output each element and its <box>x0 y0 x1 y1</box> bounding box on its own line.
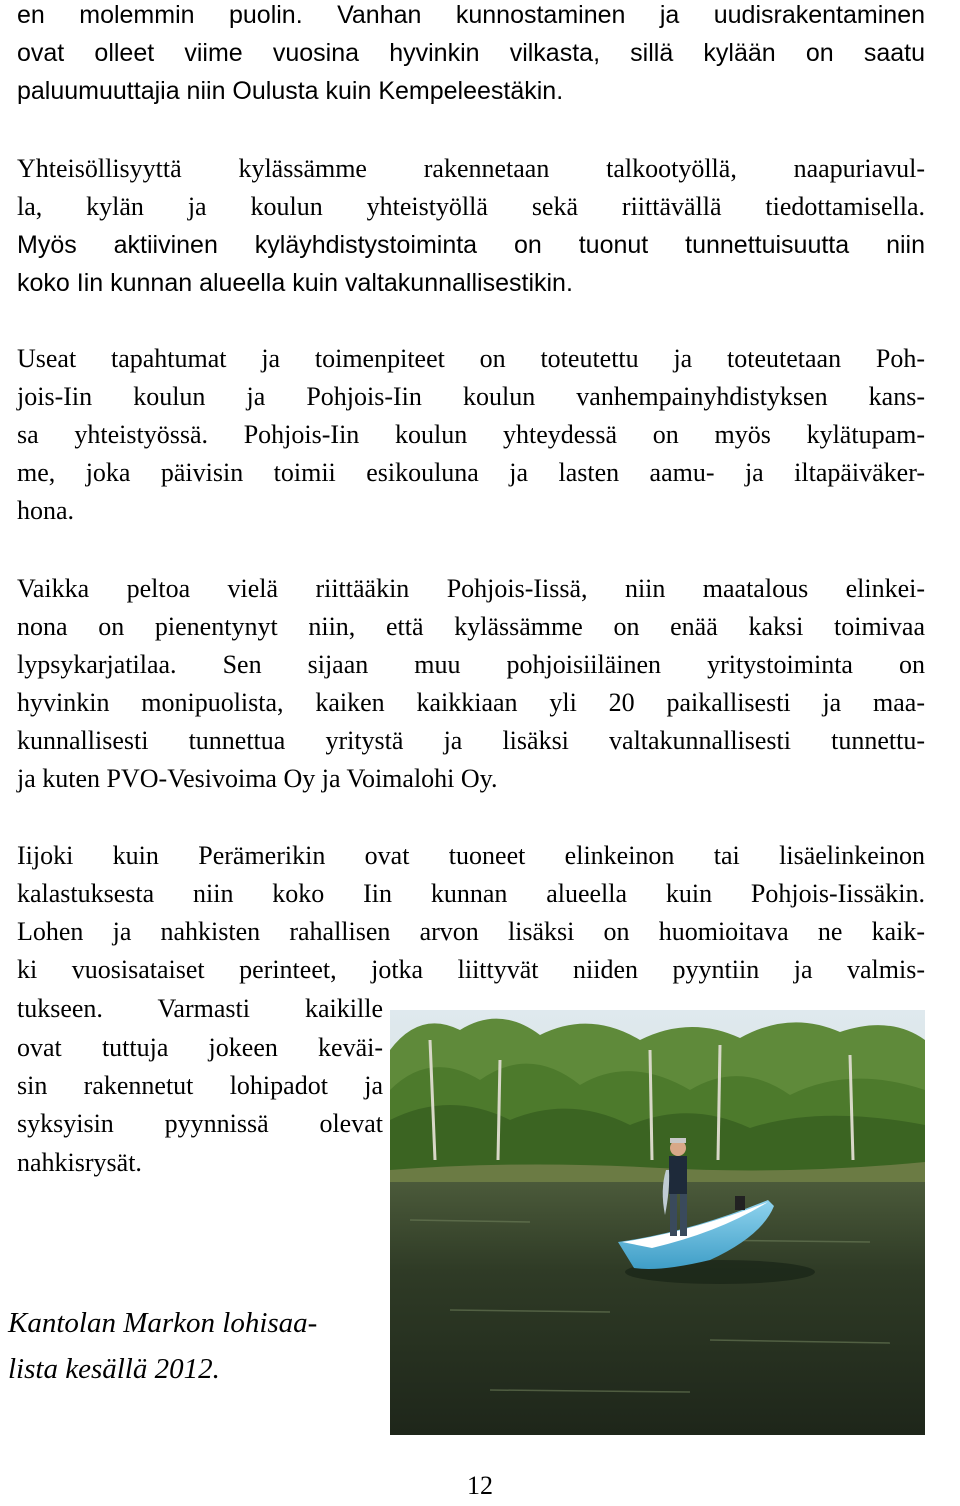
text-line: ki vuosisataiset perinteet, jotka liittyvät niiden pyyntiin ja valmis- <box>17 955 925 984</box>
river-boat-photo <box>390 1010 925 1435</box>
text-line: hyvinkin monipuolista, kaiken kaikkiaan yli 20 paikallisesti ja maa- <box>17 688 925 717</box>
text-line: la, kylän ja koulun yhteistyöllä sekä riittävällä tiedottamisella. <box>17 192 925 221</box>
text-line: Yhteisöllisyyttä kylässämme rakennetaan talkootyöllä, naapuriavul- <box>17 154 925 183</box>
text-line: syksyisin pyynnissä olevat <box>17 1109 383 1138</box>
text-line: hona. <box>17 496 75 525</box>
text-line: kunnallisesti tunnettua yritystä ja lisäksi valtakunnallisesti tunnettu- <box>17 726 925 755</box>
text-line: nahkisrysät. <box>17 1148 142 1177</box>
text-line: sa yhteistyössä. Pohjois-Iin koulun yhteydessä on myös kylätupam- <box>17 420 925 449</box>
text-line: koko Iin kunnan alueella kuin valtakunnallisestikin. <box>17 269 573 297</box>
photo-caption: lista kesällä 2012. <box>8 1353 220 1385</box>
text-line: tukseen. Varmasti kaikille <box>17 994 383 1023</box>
text-line: ovat tuttuja jokeen keväi- <box>17 1033 383 1062</box>
text-line: Lohen ja nahkisten rahallisen arvon lisäksi on huomioitava ne kaik- <box>17 917 925 946</box>
text-line: Iijoki kuin Perämerikin ovat tuoneet elinkeinon tai lisäelinkeinon <box>17 841 925 870</box>
page-number: 12 <box>467 1471 493 1500</box>
text-line: kalastuksesta niin koko Iin kunnan alueella kuin Pohjois-Iissäkin. <box>17 879 925 908</box>
text-line: Myös aktiivinen kyläyhdistystoiminta on tuonut tunnettuisuutta niin <box>17 231 925 259</box>
text-line: lypsykarjatilaa. Sen sijaan muu pohjoisiiläinen yritystoiminta on <box>17 650 925 679</box>
text-line: Vaikka peltoa vielä riittääkin Pohjois-Iissä, niin maatalous elinkei- <box>17 574 925 603</box>
text-line: nona on pienentynyt niin, että kylässämme on enää kaksi toimivaa <box>17 612 925 641</box>
text-line: jois-Iin koulun ja Pohjois-Iin koulun vanhempainyhdistyksen kans- <box>17 382 925 411</box>
text-line: ovat olleet viime vuosina hyvinkin vilkasta, sillä kylään on saatu <box>17 39 925 67</box>
text-line: paluumuuttajia niin Oulusta kuin Kempeleestäkin. <box>17 77 564 105</box>
photo-caption: Kantolan Markon lohisaa- <box>8 1307 318 1339</box>
text-line: me, joka päivisin toimii esikouluna ja lasten aamu- ja iltapäiväker- <box>17 458 925 487</box>
text-line: ja kuten PVO-Vesivoima Oy ja Voimalohi Oy. <box>17 764 498 793</box>
text-line: en molemmin puolin. Vanhan kunnostaminen ja uudisrakentaminen <box>17 1 925 29</box>
text-line: sin rakennetut lohipadot ja <box>17 1071 383 1100</box>
text-line: Useat tapahtumat ja toimenpiteet on toteutettu ja toteutetaan Poh- <box>17 344 925 373</box>
